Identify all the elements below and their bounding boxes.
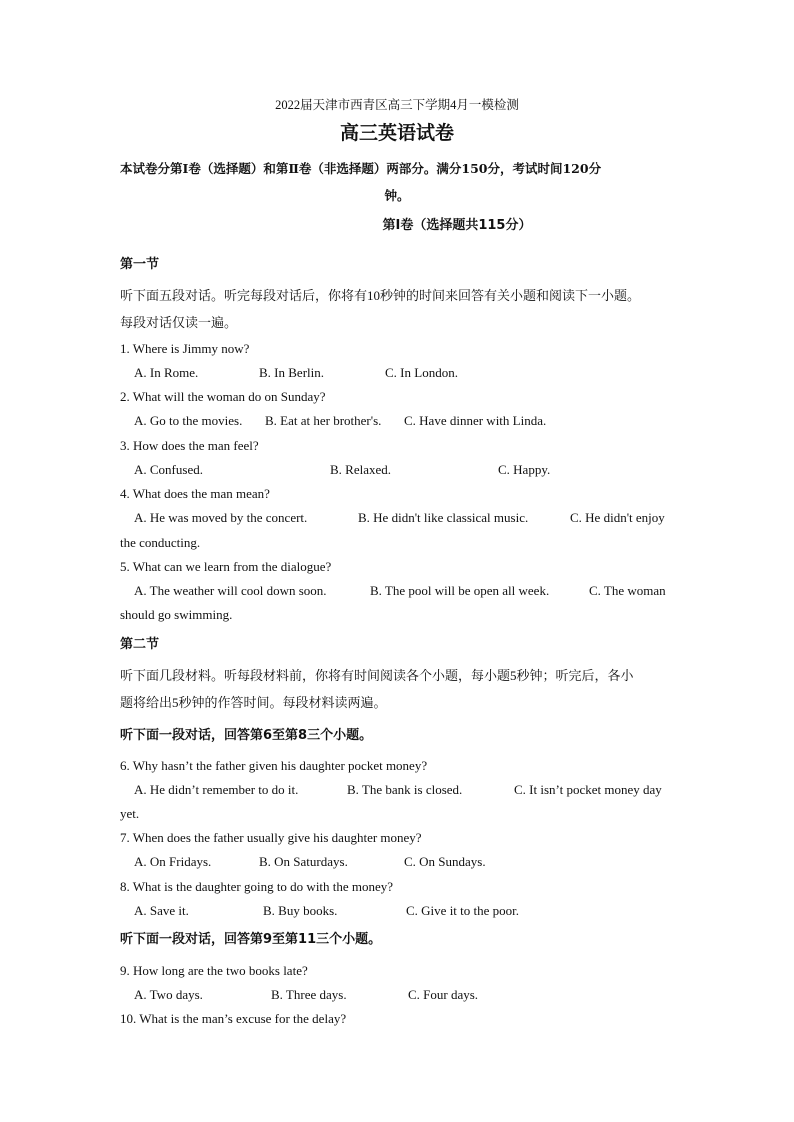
option-b: B. On Saturdays. <box>259 854 348 869</box>
section1-instructions-2: 每段对话仅读一遍。 <box>120 315 238 330</box>
option-c: C. The woman <box>589 583 666 598</box>
part1-title: 第Ⅰ卷（选择题共115分） <box>382 218 532 233</box>
question-3: 3. How does the man feel? <box>120 438 259 453</box>
section2-instructions-2: 题将给出5秒钟的作答时间。每段材料读两遍。 <box>120 695 387 710</box>
notice-line-2: 钟。 <box>384 188 410 203</box>
exam-subtitle: 2022届天津市西青区高三下学期4月一模检测 <box>275 98 519 112</box>
exam-title: 高三英语试卷 <box>339 123 454 144</box>
option-a: A. On Fridays. <box>134 854 212 869</box>
option-c: C. Have dinner with Linda. <box>404 413 547 428</box>
option-a: A. He didn’t remember to do it. <box>134 782 299 797</box>
option-a: A. Go to the movies. <box>134 413 243 428</box>
question-4-continuation: the conducting. <box>120 535 201 550</box>
section2-heading: 第二节 <box>120 637 160 652</box>
option-b: B. Relaxed. <box>330 462 392 477</box>
option-c: C. On Sundays. <box>404 854 486 869</box>
question-5-continuation: should go swimming. <box>120 607 233 622</box>
question-5: 5. What can we learn from the dialogue? <box>120 559 332 574</box>
option-a: A. Save it. <box>134 903 189 918</box>
option-c: C. It isn’t pocket money day <box>514 782 662 797</box>
option-a: A. In Rome. <box>134 365 199 380</box>
option-a: A. Confused. <box>134 462 203 477</box>
option-b: B. Three days. <box>271 987 347 1002</box>
option-c: C. He didn't enjoy <box>570 510 665 525</box>
option-c: C. Give it to the poor. <box>406 903 520 918</box>
option-a: A. The weather will cool down soon. <box>134 583 327 598</box>
question-9: 9. How long are the two books late? <box>120 963 308 978</box>
question-2: 2. What will the woman do on Sunday? <box>120 389 326 404</box>
group2-heading: 听下面一段对话，回答第9至第11三个小题。 <box>120 932 382 947</box>
question-1: 1. Where is Jimmy now? <box>120 341 250 356</box>
notice-line-1: 本试卷分第Ⅰ卷（选择题）和第Ⅱ卷（非选择题）两部分。满分150分，考试时间120分 <box>120 161 602 176</box>
option-a: A. He was moved by the concert. <box>134 510 308 525</box>
section1-instructions-1: 听下面五段对话。听完每段对话后，你将有10秒钟的时间来回答有关小题和阅读下一小题。 <box>120 288 641 303</box>
question-6-continuation: yet. <box>120 806 140 821</box>
question-10: 10. What is the man’s excuse for the delay? <box>120 1011 347 1026</box>
section1-heading: 第一节 <box>120 257 160 272</box>
question-8: 8. What is the daughter going to do with the money? <box>120 879 394 894</box>
option-b: B. Eat at her brother's. <box>265 413 382 428</box>
option-c: C. Four days. <box>408 987 479 1002</box>
option-c: C. Happy. <box>498 462 551 477</box>
option-b: B. The pool will be open all week. <box>370 583 550 598</box>
option-b: B. He didn't like classical music. <box>358 510 529 525</box>
question-6: 6. Why hasn’t the father given his daughter pocket money? <box>120 758 428 773</box>
option-c: C. In London. <box>385 365 458 380</box>
question-4: 4. What does the man mean? <box>120 486 270 501</box>
option-b: B. In Berlin. <box>259 365 324 380</box>
question-7: 7. When does the father usually give his daughter money? <box>120 830 422 845</box>
option-a: A. Two days. <box>134 987 203 1002</box>
group1-heading: 听下面一段对话，回答第6至第8三个小题。 <box>120 728 373 743</box>
option-b: B. The bank is closed. <box>347 782 463 797</box>
option-b: B. Buy books. <box>263 903 338 918</box>
section2-instructions-1: 听下面几段材料。听每段材料前，你将有时间阅读各个小题，每小题5秒钟；听完后，各小 <box>120 668 634 683</box>
